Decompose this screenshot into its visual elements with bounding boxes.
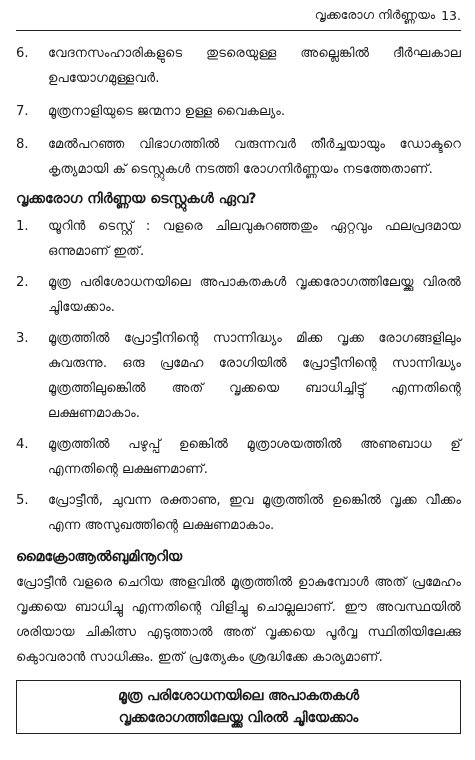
list-item xyxy=(16,432,461,482)
callout-line-1: മൂത്ര പരിശോധനയിലെ അപാകതകൾ xyxy=(118,688,359,704)
callout-box xyxy=(16,680,461,734)
item-text: മൂത്രത്തിൽ പ്രോട്ടീനിന്റെ സാന്നിദ്ധ്യം മിക്ക വൃക്ക രോഗങ്ങളിലും കുവരുന്നു. ഒരു പ്രമേഹ രോഗിയിൽ പ്രോട്ടീനിന്റെ സാന്നിദ്ധ്യം മൂത്രത്തിലുങ്കെിൽ അത് വൃക്കയെ ബാധിച്ചിട്ടു് എന്നതിന്റെ ലക്ഷണമാകാം. xyxy=(48,331,461,421)
item-text: വേദനസംഹാരികളുടെ തുടരെയുള്ള അല്ലെങ്കിൽ ദീർഘകാല ഉപയോഗമുള്ളവർ. xyxy=(48,46,461,86)
list-item xyxy=(16,41,461,91)
risk-list xyxy=(16,41,461,182)
item-text: പ്രോട്ടീൻ, ചുവന്ന രക്താണു, ഇവ മൂത്രത്തിൽ ഉങ്കെിൽ വൃക്ക വീക്കം എന്ന അസുഖത്തിന്റെ ലക്ഷണമാകാം. xyxy=(48,493,461,533)
section-heading-microalbuminuria: മൈക്രോആൽബുമിനൂറിയ xyxy=(16,549,183,565)
list-item xyxy=(16,214,461,264)
list-item xyxy=(16,132,461,182)
item-text: യൂറിൻ ടെസ്റ്റ് : വളരെ ചിലവുകുറഞ്ഞതും ഏറ്റവും ഫലപ്രദമായ ഒന്നുമാണ് ഇത്. xyxy=(48,219,461,259)
list-item xyxy=(16,99,461,124)
item-number: 6. xyxy=(16,46,29,61)
item-text: മൂത്രത്തിൽ പഴുപ്പ് ഉങ്കെിൽ മൂത്രാശയത്തിൽ അണുബാധ ഉ് എന്നതിന്റെ ലക്ഷണമാണ്. xyxy=(48,437,461,477)
item-text: മൂത്രനാളിയുടെ ജന്മനാ ഉള്ള വൈകല്യം. xyxy=(48,104,286,119)
tests-list xyxy=(16,214,461,538)
item-number: 3. xyxy=(16,331,29,346)
list-item xyxy=(16,488,461,538)
item-text: മൂത്ര പരിശോധനയിലെ അപാകതകൾ വൃക്കരോഗത്തിലേയ്ക്കു വിരൽ ചൂിയേക്കാം. xyxy=(48,275,461,315)
spacer xyxy=(16,31,461,41)
list-item xyxy=(16,270,461,320)
page-number: 13. xyxy=(441,7,461,23)
item-text: മേൽപറഞ്ഞ വിഭാഗത്തിൽ വരുന്നവർ തീർച്ചയായും ഡോക്ടറെ കൃത്യമായി ക് ടെസ്റ്റുകൾ നടത്തി രോഗനിർണ്ണയം നടത്തേതാണ്. xyxy=(48,137,461,177)
running-header xyxy=(16,0,461,31)
item-number: 5. xyxy=(16,493,29,508)
header-title: വൃക്കരോഗ നിർണ്ണയം xyxy=(314,7,436,22)
item-number: 8. xyxy=(16,137,29,152)
item-number: 7. xyxy=(16,104,29,119)
section-heading-tests: വൃക്കരോഗ നിർണ്ണയ ടെസ്റ്റുകൾ ഏവ? xyxy=(16,191,257,207)
item-number: 1. xyxy=(16,219,29,234)
microalbuminuria-paragraph: പ്രോട്ടീൻ വളരെ ചെറിയ അളവിൽ മൂത്രത്തിൽ ഉാകുമ്പോൾ അത് പ്രമേഹം വൃക്കയെ ബാധിച്ചു എന്നതിന്റെ വിളിച്ചു ചൊല്ലലാണ്. ഈ അവസ്ഥയിൽ ശരിയായ ചികിത്സ എടുത്താൽ അത് വൃക്കയെ പൂർവ്വ സ്ഥിതിയിലേക്കു കൊുവരാൻ സാധിക്കും. ഇത് പ്രത്യേകം ശ്രദ്ധിക്കേ കാര്യമാണ്. xyxy=(16,575,461,665)
item-number: 2. xyxy=(16,275,29,290)
callout-line-2: വൃക്കരോഗത്തിലേയ്ക്കു വിരൽ ചൂിയേക്കാം xyxy=(118,710,359,726)
item-number: 4. xyxy=(16,437,29,452)
list-item xyxy=(16,326,461,426)
